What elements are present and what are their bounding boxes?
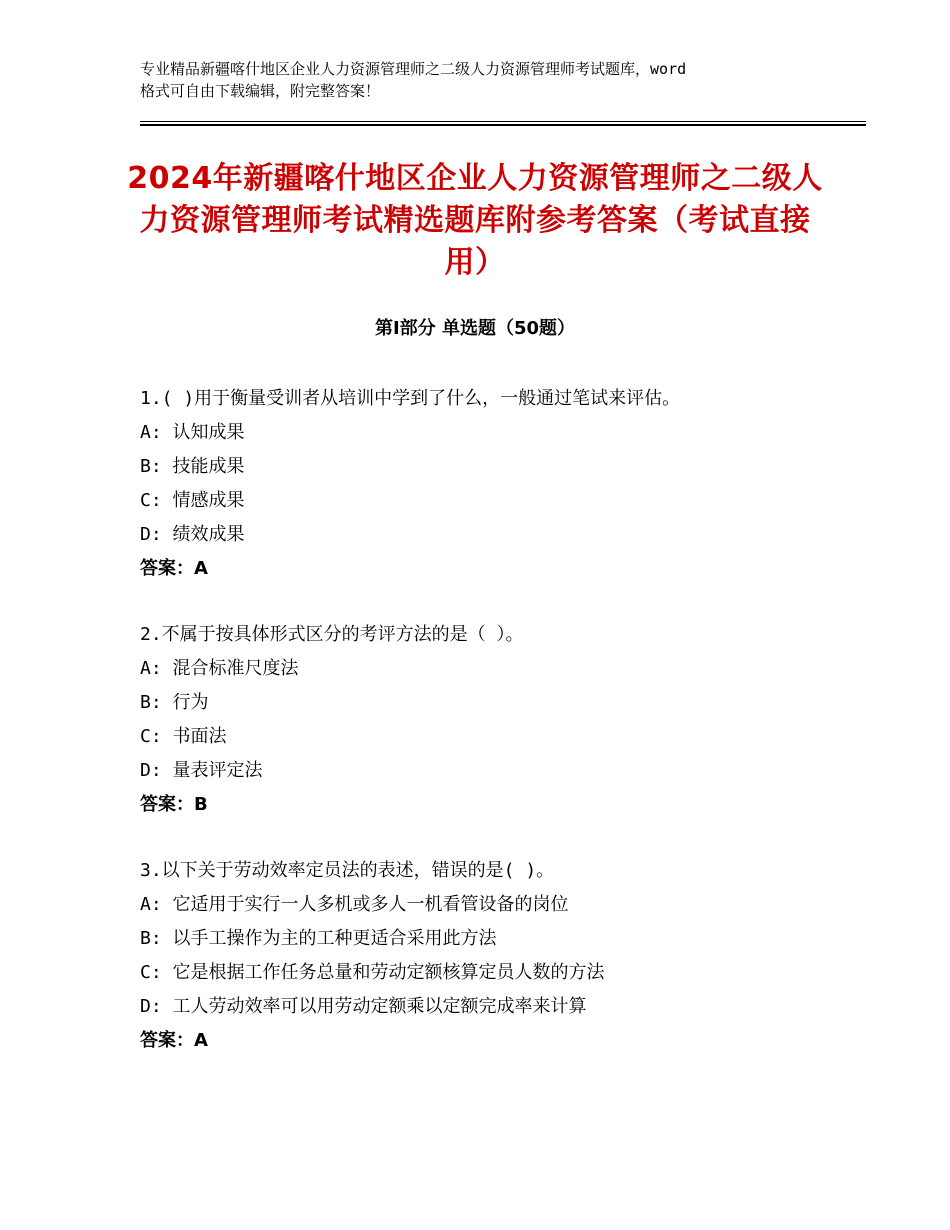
option-d: D: 量表评定法: [140, 760, 263, 781]
option-b: B: 行为: [140, 692, 209, 713]
option-c: C: 书面法: [140, 726, 227, 747]
question-3: [140, 854, 840, 1058]
option-b: B: 技能成果: [140, 456, 245, 477]
answer-label: 答案：B: [140, 794, 208, 815]
option-a: A: 认知成果: [140, 422, 245, 443]
document-title: 2024年新疆喀什地区企业人力资源管理师之二级人力资源管理师考试精选题库附参考答案（考试直接用）: [127, 161, 823, 280]
answer-label: 答案：A: [140, 558, 208, 579]
option-c: C: 它是根据工作任务总量和劳动定额核算定员人数的方法: [140, 962, 605, 983]
header-note: [140, 58, 830, 102]
answer-label: 答案：A: [140, 1030, 208, 1051]
header-note-line-2: 格式可自由下载编辑，附完整答案！: [140, 82, 381, 100]
question-1: [140, 382, 840, 586]
question-stem: 3.以下关于劳动效率定员法的表述，错误的是( )。: [140, 860, 555, 881]
question-2: [140, 618, 840, 822]
question-stem: 1.( )用于衡量受训者从培训中学到了什么，一般通过笔试来评估。: [140, 388, 681, 409]
header-note-line-1: 专业精品新疆喀什地区企业人力资源管理师之二级人力资源管理师考试题库，word: [140, 60, 687, 78]
question-list: [140, 382, 840, 1090]
header-rule-thin: [140, 121, 866, 122]
option-d: D: 绩效成果: [140, 524, 245, 545]
question-stem: 2.不属于按具体形式区分的考评方法的是（ ）。: [140, 624, 524, 645]
option-a: A: 混合标准尺度法: [140, 658, 299, 679]
option-d: D: 工人劳动效率可以用劳动定额乘以定额完成率来计算: [140, 996, 587, 1017]
option-a: A: 它适用于实行一人多机或多人一机看管设备的岗位: [140, 894, 569, 915]
option-b: B: 以手工操作为主的工种更适合采用此方法: [140, 928, 497, 949]
option-c: C: 情感成果: [140, 490, 245, 511]
header-rule-thick: [140, 124, 866, 126]
section-heading: 第Ⅰ部分 单选题（50题）: [374, 318, 575, 339]
